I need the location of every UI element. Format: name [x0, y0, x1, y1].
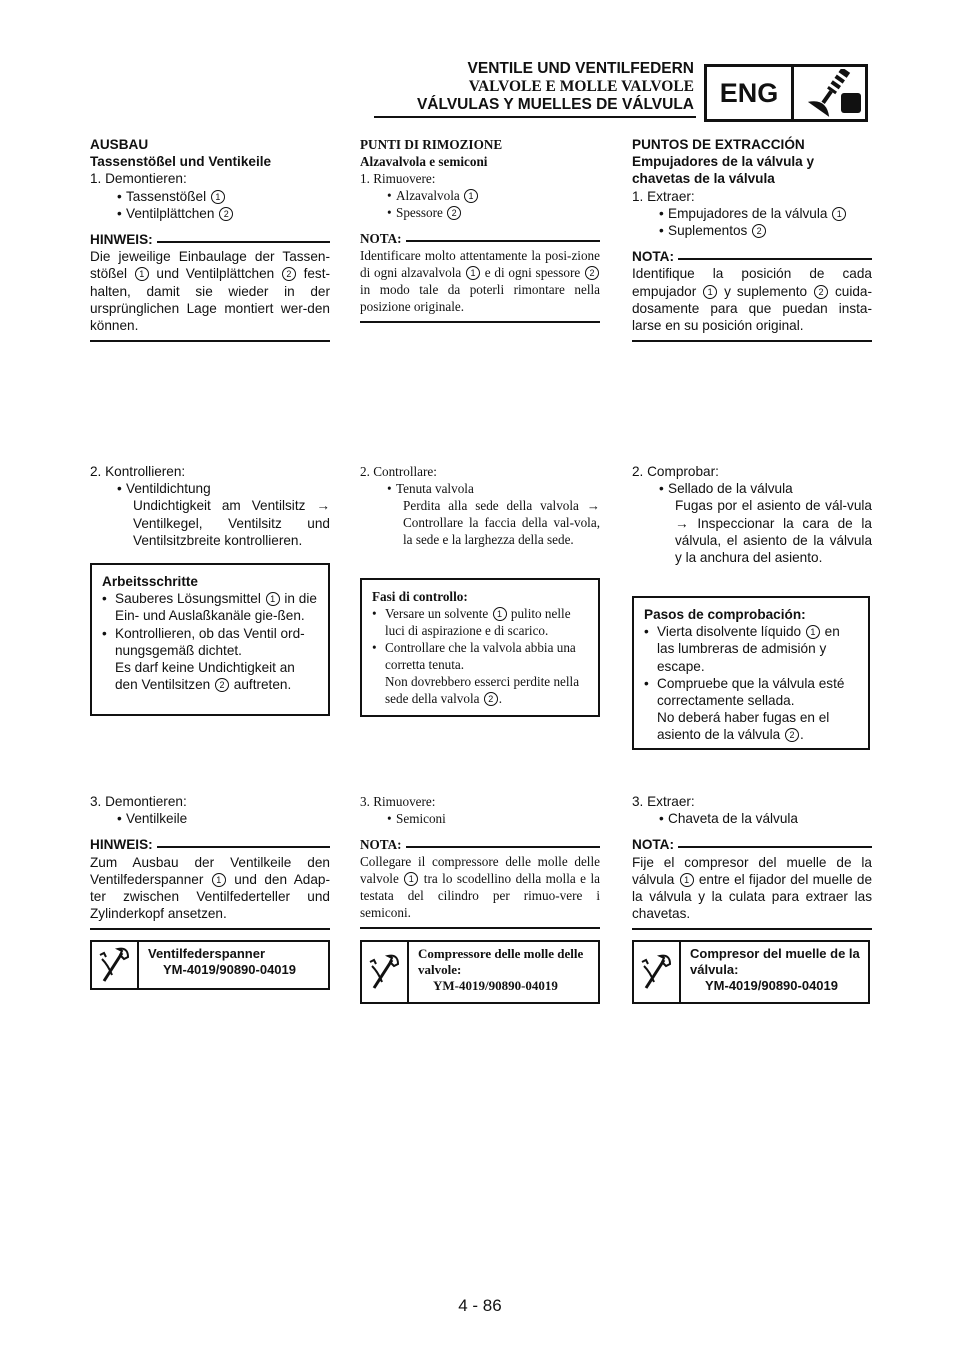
it-section-1	[360, 136, 600, 323]
es-note2-body: Fije el compresor del muelle de la válvula 1 entre el fijador del muelle de la válvula y la culata para extraer las chavetas.	[632, 854, 873, 922]
de-special-tool	[90, 940, 330, 990]
de-tool-text	[139, 942, 296, 988]
de-note2-head: HINWEIS:	[90, 836, 330, 853]
engine-valve-icon	[794, 67, 865, 119]
section-badge	[704, 64, 868, 122]
es-tool-name: Compresor del muelle de la válvula:	[690, 946, 860, 977]
de-step2: 2. Kontrollieren:	[90, 464, 186, 479]
es-tool-part-number: YM-4019/90890-04019	[705, 978, 838, 993]
es-note1-body: Identifique la posición de cada empujador 1 y suplemento 2 cuida-dosamente para que puedan insta-larse en su posición original.	[632, 266, 873, 334]
de-step1: 1. Demontieren:	[90, 171, 187, 187]
header-title-de: VENTILE UND VENTILFEDERN	[467, 60, 694, 77]
it-tool-text	[409, 942, 588, 1002]
de-step3: 3. Demontieren:	[90, 794, 187, 809]
wrench-tool-icon	[362, 942, 409, 1002]
de-step2-item: • Ventildichtung	[90, 480, 330, 497]
it-note2-end-rule	[360, 927, 600, 929]
it-section-3	[360, 793, 600, 929]
it-special-tool	[360, 940, 600, 1004]
it-heading: PUNTI DI RIMOZIONE	[360, 137, 503, 152]
de-tool-name: Ventilfederspanner	[148, 946, 266, 961]
es-step1: 1. Extraer:	[632, 188, 695, 204]
it-note1-body: Identificare molto attentamente la posi-zione di ogni alzavalvola 1 e di ogni spessore 2 in modo tale da poterli rimontare nella posizione originale.	[360, 248, 600, 314]
wrench-tool-icon	[92, 942, 139, 988]
de-step2-text: Undichtigkeit am Ventilsitz → Ventilkegel, Ventilsitz und Ventilsitzbreite kontrollieren.	[133, 498, 330, 548]
it-step1-item: • Spessore 2	[360, 204, 600, 221]
es-special-tool	[632, 940, 870, 1004]
es-note1-head: NOTA:	[632, 248, 872, 265]
es-tool-text	[681, 942, 860, 1002]
lang-badge: ENG	[707, 67, 794, 119]
es-step2: 2. Comprobar:	[632, 464, 719, 479]
es-section-2	[632, 463, 872, 566]
it-step2: 2. Controllare:	[360, 464, 437, 479]
it-step1: 1. Rimuovere:	[360, 171, 436, 186]
es-section-1	[632, 136, 872, 342]
es-step2-item: • Sellado de la válvula	[632, 480, 872, 497]
callout-1: 1	[211, 190, 225, 204]
it-subheading: Alzavalvola e semiconi	[360, 154, 488, 169]
es-step1-item: • Suplementos 2	[632, 222, 872, 239]
es-section-3	[632, 793, 872, 930]
es-box-bullet: • Vierta disolvente líquido 1 en las lumbreras de admisión y escape.	[644, 623, 858, 675]
it-tool-part-number: YM-4019/90890-04019	[433, 978, 558, 993]
es-box-title: Pasos de comprobación:	[644, 607, 806, 622]
it-step2-item: • Tenuta valvola	[360, 480, 600, 497]
es-step2-text: Fugas por el asiento de vál-vula → Inspeccionar la cara de la válvula, el asiento de la válvula y la anchura del asiento.	[675, 498, 872, 566]
de-note1-body: Die jeweilige Einbaulage der Tassen-stößel 1 und Ventilplättchen 2 fest-halten, damit sie wieder in der ursprünglichen Lage montiert wer-den können.	[90, 249, 331, 334]
it-section-2	[360, 463, 600, 548]
de-step1-item: • Tassenstößel 1	[90, 188, 330, 205]
de-subheading: Tassenstößel und Ventikeile	[90, 154, 272, 170]
de-step1-item: • Ventilplättchen 2	[90, 205, 330, 222]
de-step3-item: • Ventilkeile	[90, 810, 330, 827]
de-box-bullet: • Sauberes Lösungsmittel 1 in die Ein- und Auslaßkanäle gie-ßen.	[102, 590, 318, 624]
it-note2-body: Collegare il compressore delle molle delle valvole 1 tra lo scodellino della molla e la testata del cilindro per rimuo-vere i semiconi.	[360, 854, 601, 920]
it-tool-name: Compressore delle molle delle valvole:	[418, 946, 584, 977]
it-step1-item: • Alzavalvola 1	[360, 187, 600, 204]
wrench-tool-icon	[634, 942, 681, 1002]
de-section-2	[90, 463, 330, 549]
de-note2-body: Zum Ausbau der Ventilkeile den Ventilfederspanner 1 und den Adap-ter zwischen Ventilfederteller und Zylinderkopf ansetzen.	[90, 854, 330, 922]
es-box-subtext: No deberá haber fugas en el asiento de la válvula 2 .	[657, 710, 830, 743]
es-note1-end-rule	[632, 340, 872, 342]
it-box-bullet: • Versare un solvente 1 pulito nelle luci di aspirazione e di scarico.	[372, 605, 588, 639]
it-note1-head: NOTA:	[360, 230, 600, 247]
it-procedure-box	[360, 578, 600, 717]
header-title-it: VALVOLE E MOLLE VALVOLE	[468, 78, 694, 95]
it-box-bullet: • Controllare che la valvola abbia una corretta tenuta.	[372, 639, 588, 673]
es-note2-head: NOTA:	[632, 836, 872, 853]
de-section-1	[90, 136, 330, 342]
de-heading: AUSBAU	[90, 137, 149, 152]
es-step3: 3. Extraer:	[632, 794, 695, 809]
page-number: 4 - 86	[458, 1296, 502, 1315]
header-title-es: VÁLVULAS Y MUELLES DE VÁLVULA	[416, 96, 694, 113]
it-step3-item: • Semiconi	[360, 810, 600, 827]
de-tool-part-number: YM-4019/90890-04019	[163, 962, 296, 977]
it-box-title: Fasi di controllo:	[372, 589, 468, 604]
es-step3-item: • Chaveta de la válvula	[632, 810, 872, 827]
es-step1-item: • Empujadores de la válvula 1	[632, 205, 872, 222]
de-note1-end-rule	[90, 340, 330, 342]
de-box-subtext: Es darf keine Undichtigkeit an den Ventilsitzen 2 auftreten.	[115, 660, 295, 693]
header-rule	[374, 116, 696, 118]
de-note2-end-rule	[90, 928, 330, 930]
it-note1-end-rule	[360, 321, 600, 323]
es-subheading: Empujadores de la válvula y chavetas de la válvula	[632, 154, 815, 187]
de-section-3	[90, 793, 330, 930]
de-note1-head: HINWEIS:	[90, 231, 330, 248]
it-step3: 3. Rimuovere:	[360, 794, 436, 809]
de-box-bullet: • Kontrollieren, ob das Ventil ord-nungsgemäß dichtet.	[102, 625, 318, 659]
es-heading: PUNTOS DE EXTRACCIÓN	[632, 137, 805, 152]
callout-2: 2	[219, 207, 233, 221]
it-step2-text: Perdita alla sede della valvola → Controllare la faccia della val-vola, la sede e la larghezza della sede.	[403, 498, 600, 547]
de-procedure-box	[90, 563, 330, 716]
it-box-subtext: Non dovrebbero esserci perdite nella sede della valvola 2 .	[385, 674, 580, 706]
es-box-bullet: • Compruebe que la válvula esté correctamente sellada.	[644, 675, 858, 709]
de-box-title: Arbeitsschritte	[102, 574, 198, 589]
es-procedure-box	[632, 596, 870, 750]
es-note2-end-rule	[632, 928, 872, 930]
it-note2-head: NOTA:	[360, 836, 600, 853]
